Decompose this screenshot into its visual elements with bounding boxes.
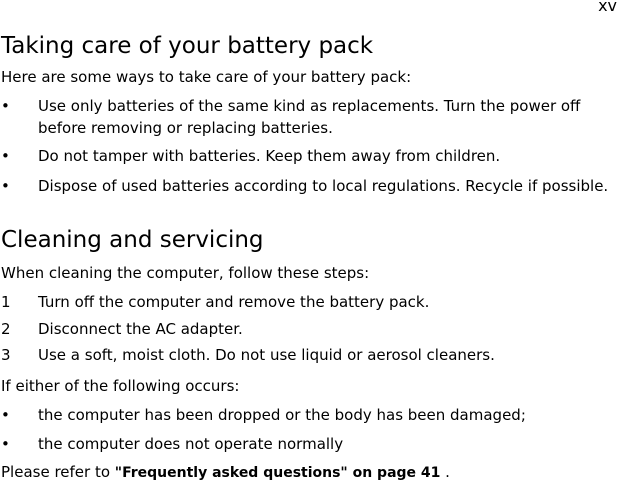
step-number: 1 <box>1 293 11 311</box>
bullet-text: the computer has been dropped or the body has been damaged; <box>38 406 526 424</box>
cleaning-heading: Cleaning and servicing <box>1 227 264 253</box>
step-text: Use a soft, moist cloth. Do not use liquid or aerosol cleaners. <box>38 346 495 364</box>
step-text: Disconnect the AC adapter. <box>38 320 243 338</box>
step-text: Turn off the computer and remove the battery pack. <box>38 293 430 311</box>
refer-suffix: . <box>440 463 450 481</box>
step-number: 2 <box>1 320 11 338</box>
conditions-intro: If either of the following occurs: <box>1 377 240 395</box>
bullet-marker: • <box>1 147 10 165</box>
bullet-text: Dispose of used batteries according to local regulations. Recycle if possible. <box>38 177 609 195</box>
bullet-marker: • <box>1 406 10 424</box>
cleaning-intro: When cleaning the computer, follow these steps: <box>1 264 370 282</box>
refer-paragraph <box>1 463 450 482</box>
bullet-text: the computer does not operate normally <box>38 435 344 453</box>
faq-link[interactable]: "Frequently asked questions" on page 41 <box>114 465 441 481</box>
bullet-text: Do not tamper with batteries. Keep them away from children. <box>38 147 501 165</box>
bullet-marker: • <box>1 177 10 195</box>
step-number: 3 <box>1 346 11 364</box>
battery-intro: Here are some ways to take care of your battery pack: <box>1 68 412 86</box>
refer-prefix: Please refer to <box>1 463 115 481</box>
bullet-marker: • <box>1 97 10 115</box>
bullet-marker: • <box>1 435 10 453</box>
bullet-text: Use only batteries of the same kind as replacements. Turn the power off before removing or replacing batteries. <box>38 97 581 137</box>
battery-heading: Taking care of your battery pack <box>1 33 374 59</box>
page-number: xv <box>598 0 617 15</box>
